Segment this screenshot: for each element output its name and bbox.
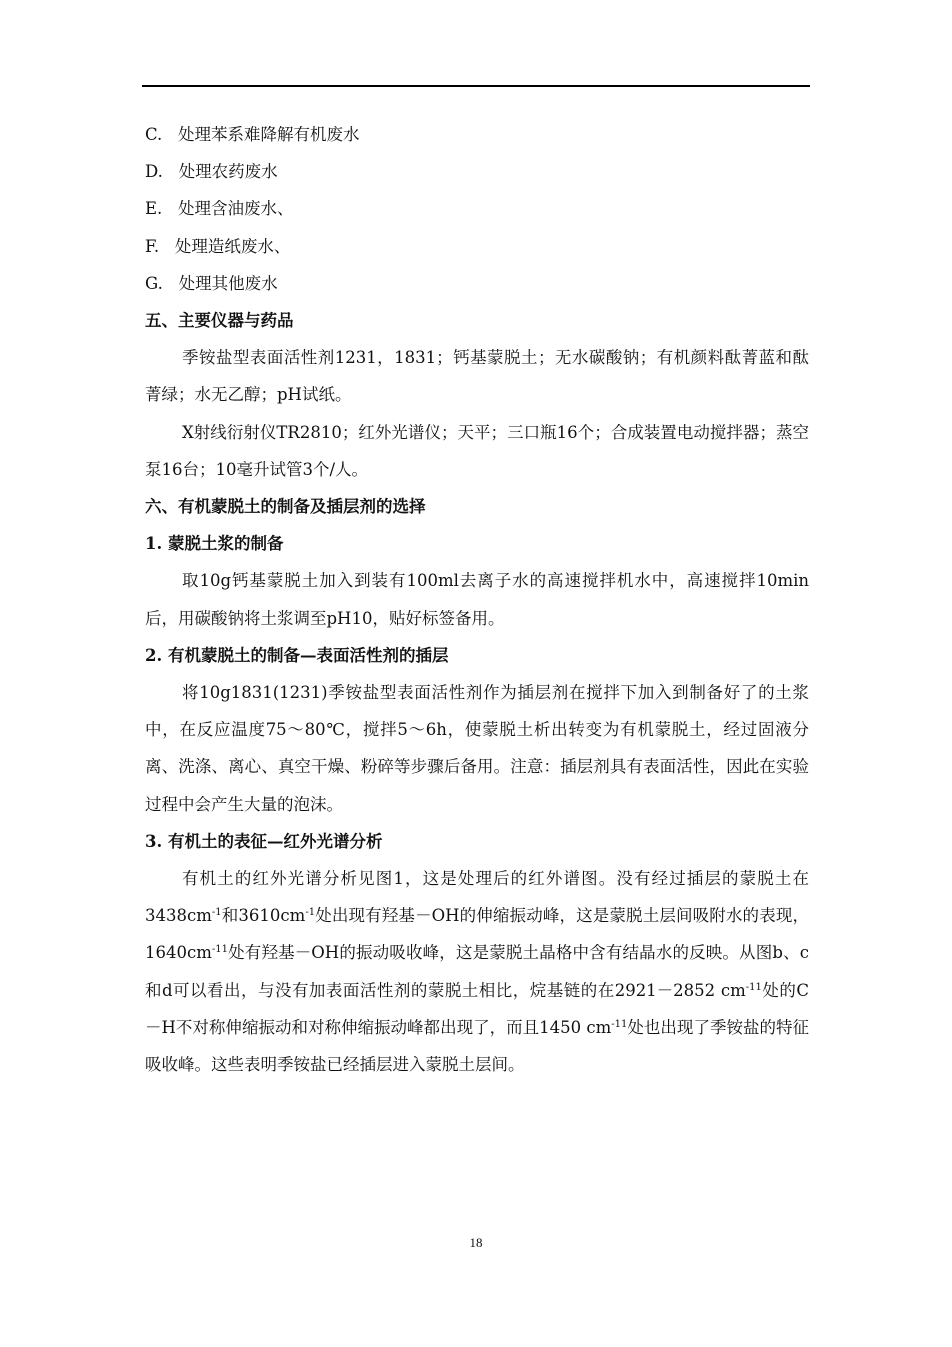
list-text: 处理苯系难降解有机废水 bbox=[178, 125, 360, 144]
superscript: -1 bbox=[211, 907, 222, 919]
list-item-e bbox=[145, 190, 809, 227]
subsection-2-heading: 2. 有机蒙脱土的制备—表面活性剂的插层 bbox=[145, 645, 449, 665]
text-run: 和3610cm bbox=[221, 906, 306, 926]
list-text: 处理含油废水、 bbox=[178, 199, 294, 219]
superscript: -1 bbox=[305, 907, 316, 919]
list-letter: C. bbox=[145, 125, 163, 144]
text-run: 处的C－H不对称伸缩振动和对称伸缩振动峰都出现了，而且1450 cm bbox=[145, 980, 809, 1037]
page-number: 18 bbox=[469, 1235, 483, 1250]
list-text: 处理农药废水 bbox=[178, 162, 278, 182]
list-item-g bbox=[145, 265, 809, 302]
section-5-chemicals: 季铵盐型表面活性剂1231，1831；钙基蒙脱土；无水碳酸钠；有机颜料酞菁蓝和酞菁绿；水无乙醇；pH试纸。 bbox=[145, 348, 809, 405]
list-text: 处理造纸废水、 bbox=[174, 236, 291, 256]
list-item-c bbox=[145, 116, 809, 153]
list-letter: D. bbox=[145, 162, 163, 182]
text-run: 处出现有羟基－OH的伸缩振动峰，这是蒙脱土层间吸附水的表现，1640cm bbox=[145, 906, 809, 963]
subsection-3-text bbox=[145, 860, 809, 1083]
section-5-heading: 五、主要仪器与药品 bbox=[145, 310, 294, 330]
list-letter: F. bbox=[145, 236, 160, 256]
superscript: -11 bbox=[745, 981, 762, 993]
superscript: -11 bbox=[611, 1018, 628, 1030]
list-item-d bbox=[145, 153, 809, 190]
superscript: -11 bbox=[211, 944, 228, 956]
list-item-f bbox=[145, 228, 809, 265]
subsection-1-heading: 1. 蒙脱土浆的制备 bbox=[145, 534, 284, 554]
text-run: 有机土的红外光谱分析见图1，这是处理后的红外谱图。没有经过插层的蒙脱土在3438cm bbox=[145, 868, 809, 926]
list-letter: E. bbox=[145, 199, 163, 219]
list-letter: G. bbox=[145, 273, 163, 293]
subsection-3-heading: 3. 有机土的表征—红外光谱分析 bbox=[145, 831, 383, 851]
subsection-2-text: 将10g1831(1231)季铵盐型表面活性剂作为插层剂在搅拌下加入到制备好了的土浆中，在反应温度75～80℃，搅拌5～6h，使蒙脱土析出转变为有机蒙脱土，经过固液分离、洗涤、离心、真空干燥、粉碎等步骤后备用。注意：插层剂具有表面活性，因此在实验过程中会产生大量的泡沫。 bbox=[145, 682, 809, 814]
list-text: 处理其他废水 bbox=[178, 273, 278, 293]
section-5-instruments: X射线衍射仪TR2810；红外光谱仪；天平；三口瓶16个；合成装置电动搅拌器；蒸空泵16台；10毫升试管3个/人。 bbox=[145, 422, 809, 479]
text-run: 处有羟基－OH的振动吸收峰，这是蒙脱土晶格中含有结晶水的反映。从图b、c和d可以看出，与没有加表面活性剂的蒙脱土相比，烷基链的在2921－2852 cm bbox=[145, 943, 809, 1000]
section-6-heading: 六、有机蒙脱土的制备及插层剂的选择 bbox=[145, 496, 426, 516]
text-run: 处也出现了季铵盐的特征吸收峰。这些表明季铵盐已经插层进入蒙脱土层间。 bbox=[145, 1017, 810, 1074]
subsection-1-text: 取10g钙基蒙脱土加入到装有100ml去离子水的高速搅拌机水中，高速搅拌10min后，用碳酸钠将土浆调至pH10，贴好标签备用。 bbox=[145, 571, 809, 628]
page-body bbox=[145, 116, 809, 1083]
header-rule bbox=[142, 85, 810, 87]
